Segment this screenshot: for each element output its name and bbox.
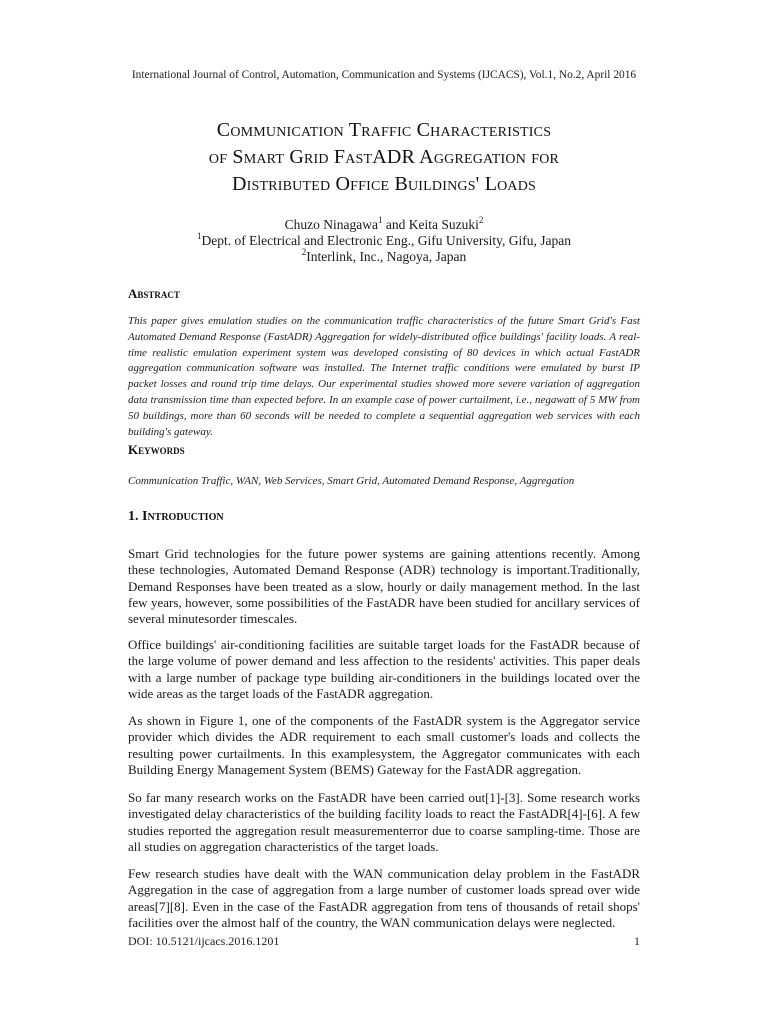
paragraph-2: Office buildings' air-conditioning facilities are suitable target loads for the FastADR because of the large volume of power demand and less affection to the residents' activities. This paper deals with a large number of package type building air-conditioners in the buildings located over the wide areas as the target loads of the FastADR aggregation. (128, 637, 640, 701)
abstract-text: This paper gives emulation studies on the communication traffic characteristics of the future Smart Grid's Fast Automated Demand Response (FastADR) Aggregation for widely-distributed office buildings' facility loads. A real-time realistic emulation experiment system was developed consisting of 80 devices in which actual FastADR aggregation communication software was installed. The Internet traffic conditions were emulated by burst IP packet losses and round trip time delays. Our experimental studies showed more severe variation of aggregation data transmission time than expected before. In an example case of power curtailment, i.e., negawatt of 5 MW from 50 buildings, more than 60 seconds will be needed to complete a sequential aggregation web services with each building's gateway. (128, 315, 640, 438)
author-1-sup: 1 (378, 215, 383, 225)
affiliation-1-sup: 1 (196, 231, 202, 241)
keywords-heading: Keywords (128, 442, 185, 457)
affiliation-1 (0, 233, 768, 249)
journal-header: International Journal of Control, Automation, Communication and Systems (IJCACS), Vol.1, No.2, April 2016 (131, 69, 637, 81)
title-line-1: Communication Traffic Characteristics (216, 119, 552, 141)
affiliation-1-text: Dept. of Electrical and Electronic Eng., Gifu University, Gifu, Japan (201, 233, 571, 248)
abstract-heading: Abstract (128, 286, 180, 301)
paragraph-1: Smart Grid technologies for the future power systems are gaining attentions recently. Among these technologies, Automated Demand Response (ADR) technology is important.Traditionally, Demand Responses have been treated as a slow, hourly or daily management method. In the last few years, however, some possibilities of the FastADR have been studied for ancillary services of several minutesorder timescales. (128, 546, 640, 627)
author-list (0, 217, 768, 233)
paragraph-5: Few research studies have dealt with the WAN communication delay problem in the FastADR Aggregation in the case of aggregation from a large number of customer loads spread over wide areas[7][8]. Even in the case of the FastADR aggregation from tens of thousands of retail shops' facilities over the almost half of the country, the WAN communication delays were neglected. (128, 866, 640, 930)
paragraph-3: As shown in Figure 1, one of the components of the FastADR system is the Aggregator service provider which divides the ADR requirement to each small customer's loads and collects the resulting power curtailments. In this examplesystem, the Aggregator communicates with each Building Energy Management System (BEMS) Gateway for the FastADR aggregation. (128, 713, 640, 777)
title-line-2: of Smart Grid FastADR Aggregation for (208, 146, 560, 168)
affiliation-2-sup: 2 (301, 247, 307, 257)
doi-footer: DOI: 10.5121/ijcacs.2016.1201 (128, 934, 280, 948)
page-number: 1 (634, 934, 640, 948)
title-line-3: Distributed Office Buildings' Loads (231, 173, 537, 195)
affiliation-2-text: Interlink, Inc., Nagoya, Japan (306, 249, 467, 264)
paragraph-4: So far many research works on the FastADR have been carried out[1]-[3]. Some research works investigated delay characteristics of the building facility loads to react the FastADR[4]-[6]. A few studies reported the aggregation result measurementerror due to coarse sampling-time. Those are all studies on aggregation characteristics of the target loads. (128, 790, 640, 854)
author-2: and Keita Suzuki (382, 217, 479, 232)
keywords-text: Communication Traffic, WAN, Web Services, Smart Grid, Automated Demand Response, Aggregation (128, 475, 575, 487)
introduction-heading: 1. Introduction (128, 509, 224, 524)
affiliation-2 (0, 249, 768, 265)
author-2-sup: 2 (478, 215, 484, 225)
paper-title (0, 117, 768, 198)
author-1: Chuzo Ninagawa (284, 217, 378, 232)
